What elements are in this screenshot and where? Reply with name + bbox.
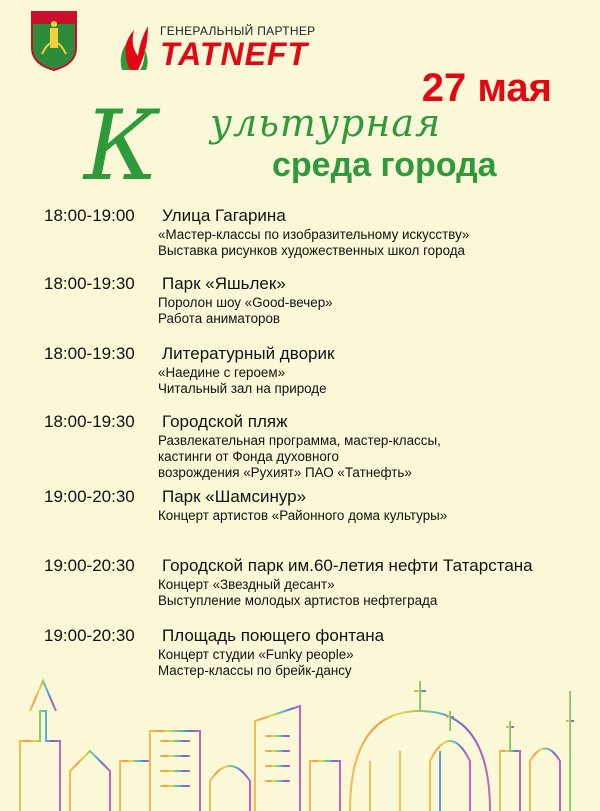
event-time: 19:00-20:30 [44,626,135,645]
event-detail-line: «Наедине с героем» [158,365,286,380]
event-details [158,433,441,481]
event-detail-line: Мастер-классы по брейк-дансу [158,663,352,678]
event-detail-line: Читальный зал на природе [158,381,327,396]
city-emblem-icon [30,10,78,72]
event-venue: Улица Гагарина [162,206,286,225]
event-details [158,508,447,524]
event-detail-line: кастинги от Фонда духовного [158,449,339,464]
tatneft-flame-icon [118,16,150,72]
event-venue: Парк «Яшьлек» [162,274,286,293]
event-venue: Городской парк им.60-летия нефти Татарстана [162,556,533,575]
event-detail-line: Концерт артистов «Районного дома культуры» [158,508,448,523]
city-skyline-illustration [0,651,600,811]
event-detail-line: «Мастер-классы по изобразительному искусству» [158,227,470,242]
event-details [158,577,437,609]
event-details [158,295,333,327]
event-detail-line: Концерт студии «Funky people» [158,647,354,662]
title-line-1: ультурная [210,101,442,145]
title-initial: К [84,90,159,202]
event-time: 19:00-20:30 [44,556,135,575]
event-venue: Парк «Шамсинур» [162,487,307,506]
event-venue: Площадь поющего фонтана [162,626,385,645]
event-time: 19:00-20:30 [44,487,135,506]
general-partner-label: ГЕНЕРАЛЬНЫЙ ПАРТНЕР [160,24,316,38]
event-time: 18:00-19:30 [44,274,135,293]
partner-logo-text: TATNEFT [160,36,308,72]
event-time: 18:00-19:00 [44,206,135,225]
event-time: 18:00-19:30 [44,412,135,431]
event-date: 27 мая [421,66,552,110]
event-detail-line: Выступление молодых артистов нефтеграда [158,593,438,608]
event-time: 18:00-19:30 [44,344,135,363]
title-line-2: среда города [272,146,497,184]
event-detail-line: Работа аниматоров [158,311,281,326]
event-venue: Городской пляж [162,412,288,431]
event-detail-line: Выставка рисунков художественных школ города [158,243,465,258]
event-detail-line: Развлекательная программа, мастер-классы, [158,433,441,448]
event-detail-line: Концерт «Звездный десант» [158,577,335,592]
event-venue: Литературный дворик [162,344,335,363]
event-details [158,365,327,397]
event-detail-line: возрождения «Рухият» ПАО «Татнефть» [158,465,412,480]
event-details [158,227,469,259]
event-detail-line: Поролон шоу «Good-вечер» [158,295,333,310]
